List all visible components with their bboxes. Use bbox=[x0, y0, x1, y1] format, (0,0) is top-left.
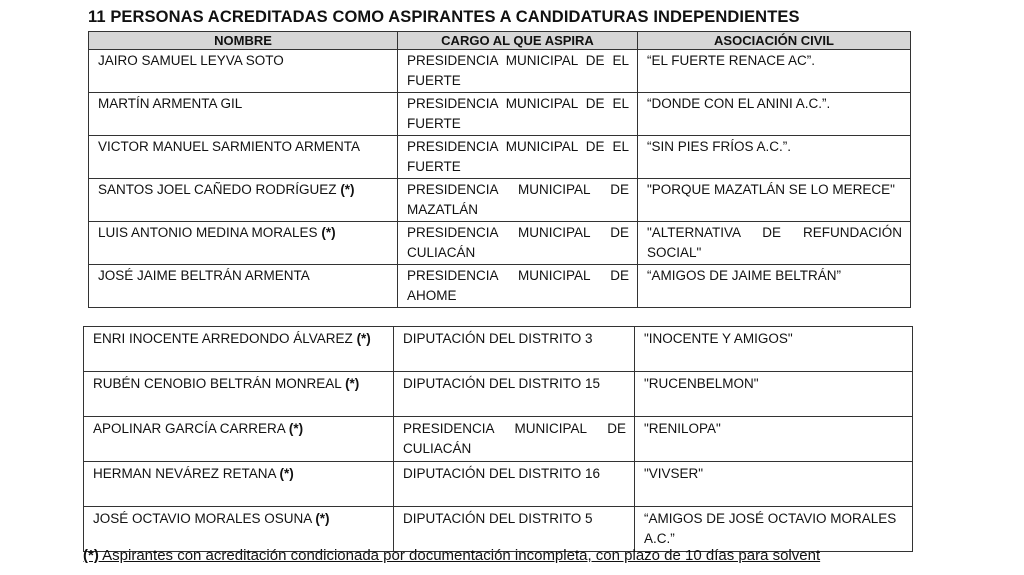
nombre-text: LUIS ANTONIO MEDINA MORALES bbox=[98, 225, 318, 240]
nombre-text: RUBÉN CENOBIO BELTRÁN MONREAL bbox=[93, 376, 342, 391]
conditional-mark: (*) bbox=[356, 331, 371, 346]
table-row bbox=[84, 327, 913, 372]
conditional-mark: (*) bbox=[340, 182, 355, 197]
candidates-table-2 bbox=[83, 326, 913, 552]
cell-asociacion: "PORQUE MAZATLÁN SE LO MERECE" bbox=[638, 179, 911, 222]
table-row bbox=[89, 265, 911, 308]
conditional-mark: (*) bbox=[288, 421, 304, 436]
header-asociacion: ASOCIACIÓN CIVIL bbox=[638, 32, 911, 50]
table-row bbox=[84, 507, 913, 552]
cell-nombre bbox=[84, 372, 394, 417]
conditional-mark: (*) bbox=[315, 511, 330, 526]
table-row bbox=[89, 179, 911, 222]
cell-cargo: PRESIDENCIA MUNICIPAL DE CULIACÁN bbox=[398, 222, 638, 265]
nombre-text: JAIRO SAMUEL LEYVA SOTO bbox=[98, 53, 284, 68]
cell-cargo: PRESIDENCIA MUNICIPAL DE AHOME bbox=[398, 265, 638, 308]
header-nombre: NOMBRE bbox=[89, 32, 398, 50]
cell-nombre bbox=[89, 50, 398, 93]
cell-cargo: PRESIDENCIA MUNICIPAL DE EL FUERTE bbox=[398, 136, 638, 179]
cell-nombre bbox=[84, 507, 394, 552]
nombre-text: MARTÍN ARMENTA GIL bbox=[98, 96, 243, 111]
cell-cargo: PRESIDENCIA MUNICIPAL DE EL FUERTE bbox=[398, 50, 638, 93]
nombre-text: APOLINAR GARCÍA CARRERA bbox=[93, 421, 286, 436]
cell-asociacion: "RUCENBELMON" bbox=[635, 372, 913, 417]
cell-cargo: DIPUTACIÓN DEL DISTRITO 5 bbox=[394, 507, 635, 552]
cell-asociacion: "INOCENTE Y AMIGOS" bbox=[635, 327, 913, 372]
cell-asociacion: “EL FUERTE RENACE AC”. bbox=[638, 50, 911, 93]
footnote-text: Aspirantes con acreditación condicionada por documentación incompleta, con plazo de 10 días para solvent bbox=[98, 547, 821, 564]
nombre-text: JOSÉ OCTAVIO MORALES OSUNA bbox=[93, 511, 312, 526]
cell-nombre bbox=[89, 222, 398, 265]
cell-cargo: DIPUTACIÓN DEL DISTRITO 3 bbox=[394, 327, 635, 372]
table-row bbox=[89, 136, 911, 179]
table-row bbox=[89, 93, 911, 136]
cell-cargo: DIPUTACIÓN DEL DISTRITO 16 bbox=[394, 462, 635, 507]
table-row bbox=[84, 417, 913, 462]
nombre-text: VICTOR MANUEL SARMIENTO ARMENTA bbox=[98, 139, 361, 154]
nombre-text: SANTOS JOEL CAÑEDO RODRÍGUEZ bbox=[98, 182, 337, 197]
conditional-mark: (*) bbox=[345, 376, 360, 391]
nombre-text: HERMAN NEVÁREZ RETANA bbox=[93, 466, 276, 481]
cell-cargo: DIPUTACIÓN DEL DISTRITO 15 bbox=[394, 372, 635, 417]
cell-nombre bbox=[89, 93, 398, 136]
header-cargo: CARGO AL QUE ASPIRA bbox=[398, 32, 638, 50]
conditional-mark: (*) bbox=[321, 225, 336, 240]
cell-cargo: PRESIDENCIA MUNICIPAL DE MAZATLÁN bbox=[398, 179, 638, 222]
table-row bbox=[84, 462, 913, 507]
nombre-text: JOSÉ JAIME BELTRÁN ARMENTA bbox=[98, 268, 310, 283]
cell-asociacion: "RENILOPA" bbox=[635, 417, 913, 462]
cell-nombre bbox=[84, 462, 394, 507]
cell-asociacion: “AMIGOS DE JAIME BELTRÁN” bbox=[638, 265, 911, 308]
cell-nombre bbox=[89, 136, 398, 179]
cell-asociacion: “DONDE CON EL ANINI A.C.”. bbox=[638, 93, 911, 136]
candidates-table-1 bbox=[88, 31, 911, 308]
cell-nombre bbox=[89, 179, 398, 222]
cell-nombre bbox=[84, 327, 394, 372]
conditional-mark: (*) bbox=[279, 466, 294, 481]
table-row bbox=[84, 372, 913, 417]
footnote bbox=[83, 547, 820, 564]
cell-nombre bbox=[89, 265, 398, 308]
page-title: 11 PERSONAS ACREDITADAS COMO ASPIRANTES A CANDIDATURAS INDEPENDIENTES bbox=[88, 8, 800, 26]
table-header-row bbox=[89, 32, 911, 50]
cell-asociacion: “AMIGOS DE JOSÉ OCTAVIO MORALES A.C.” bbox=[635, 507, 913, 552]
cell-cargo: PRESIDENCIA MUNICIPAL DE CULIACÁN bbox=[394, 417, 635, 462]
table-row bbox=[89, 50, 911, 93]
table-row bbox=[89, 222, 911, 265]
cell-asociacion: “SIN PIES FRÍOS A.C.”. bbox=[638, 136, 911, 179]
cell-nombre bbox=[84, 417, 394, 462]
cell-asociacion: "VIVSER" bbox=[635, 462, 913, 507]
footnote-mark: (*) bbox=[83, 547, 99, 564]
cell-cargo: PRESIDENCIA MUNICIPAL DE EL FUERTE bbox=[398, 93, 638, 136]
cell-asociacion: "ALTERNATIVA DE REFUNDACIÓN SOCIAL" bbox=[638, 222, 911, 265]
nombre-text: ENRI INOCENTE ARREDONDO ÁLVAREZ bbox=[93, 331, 353, 346]
